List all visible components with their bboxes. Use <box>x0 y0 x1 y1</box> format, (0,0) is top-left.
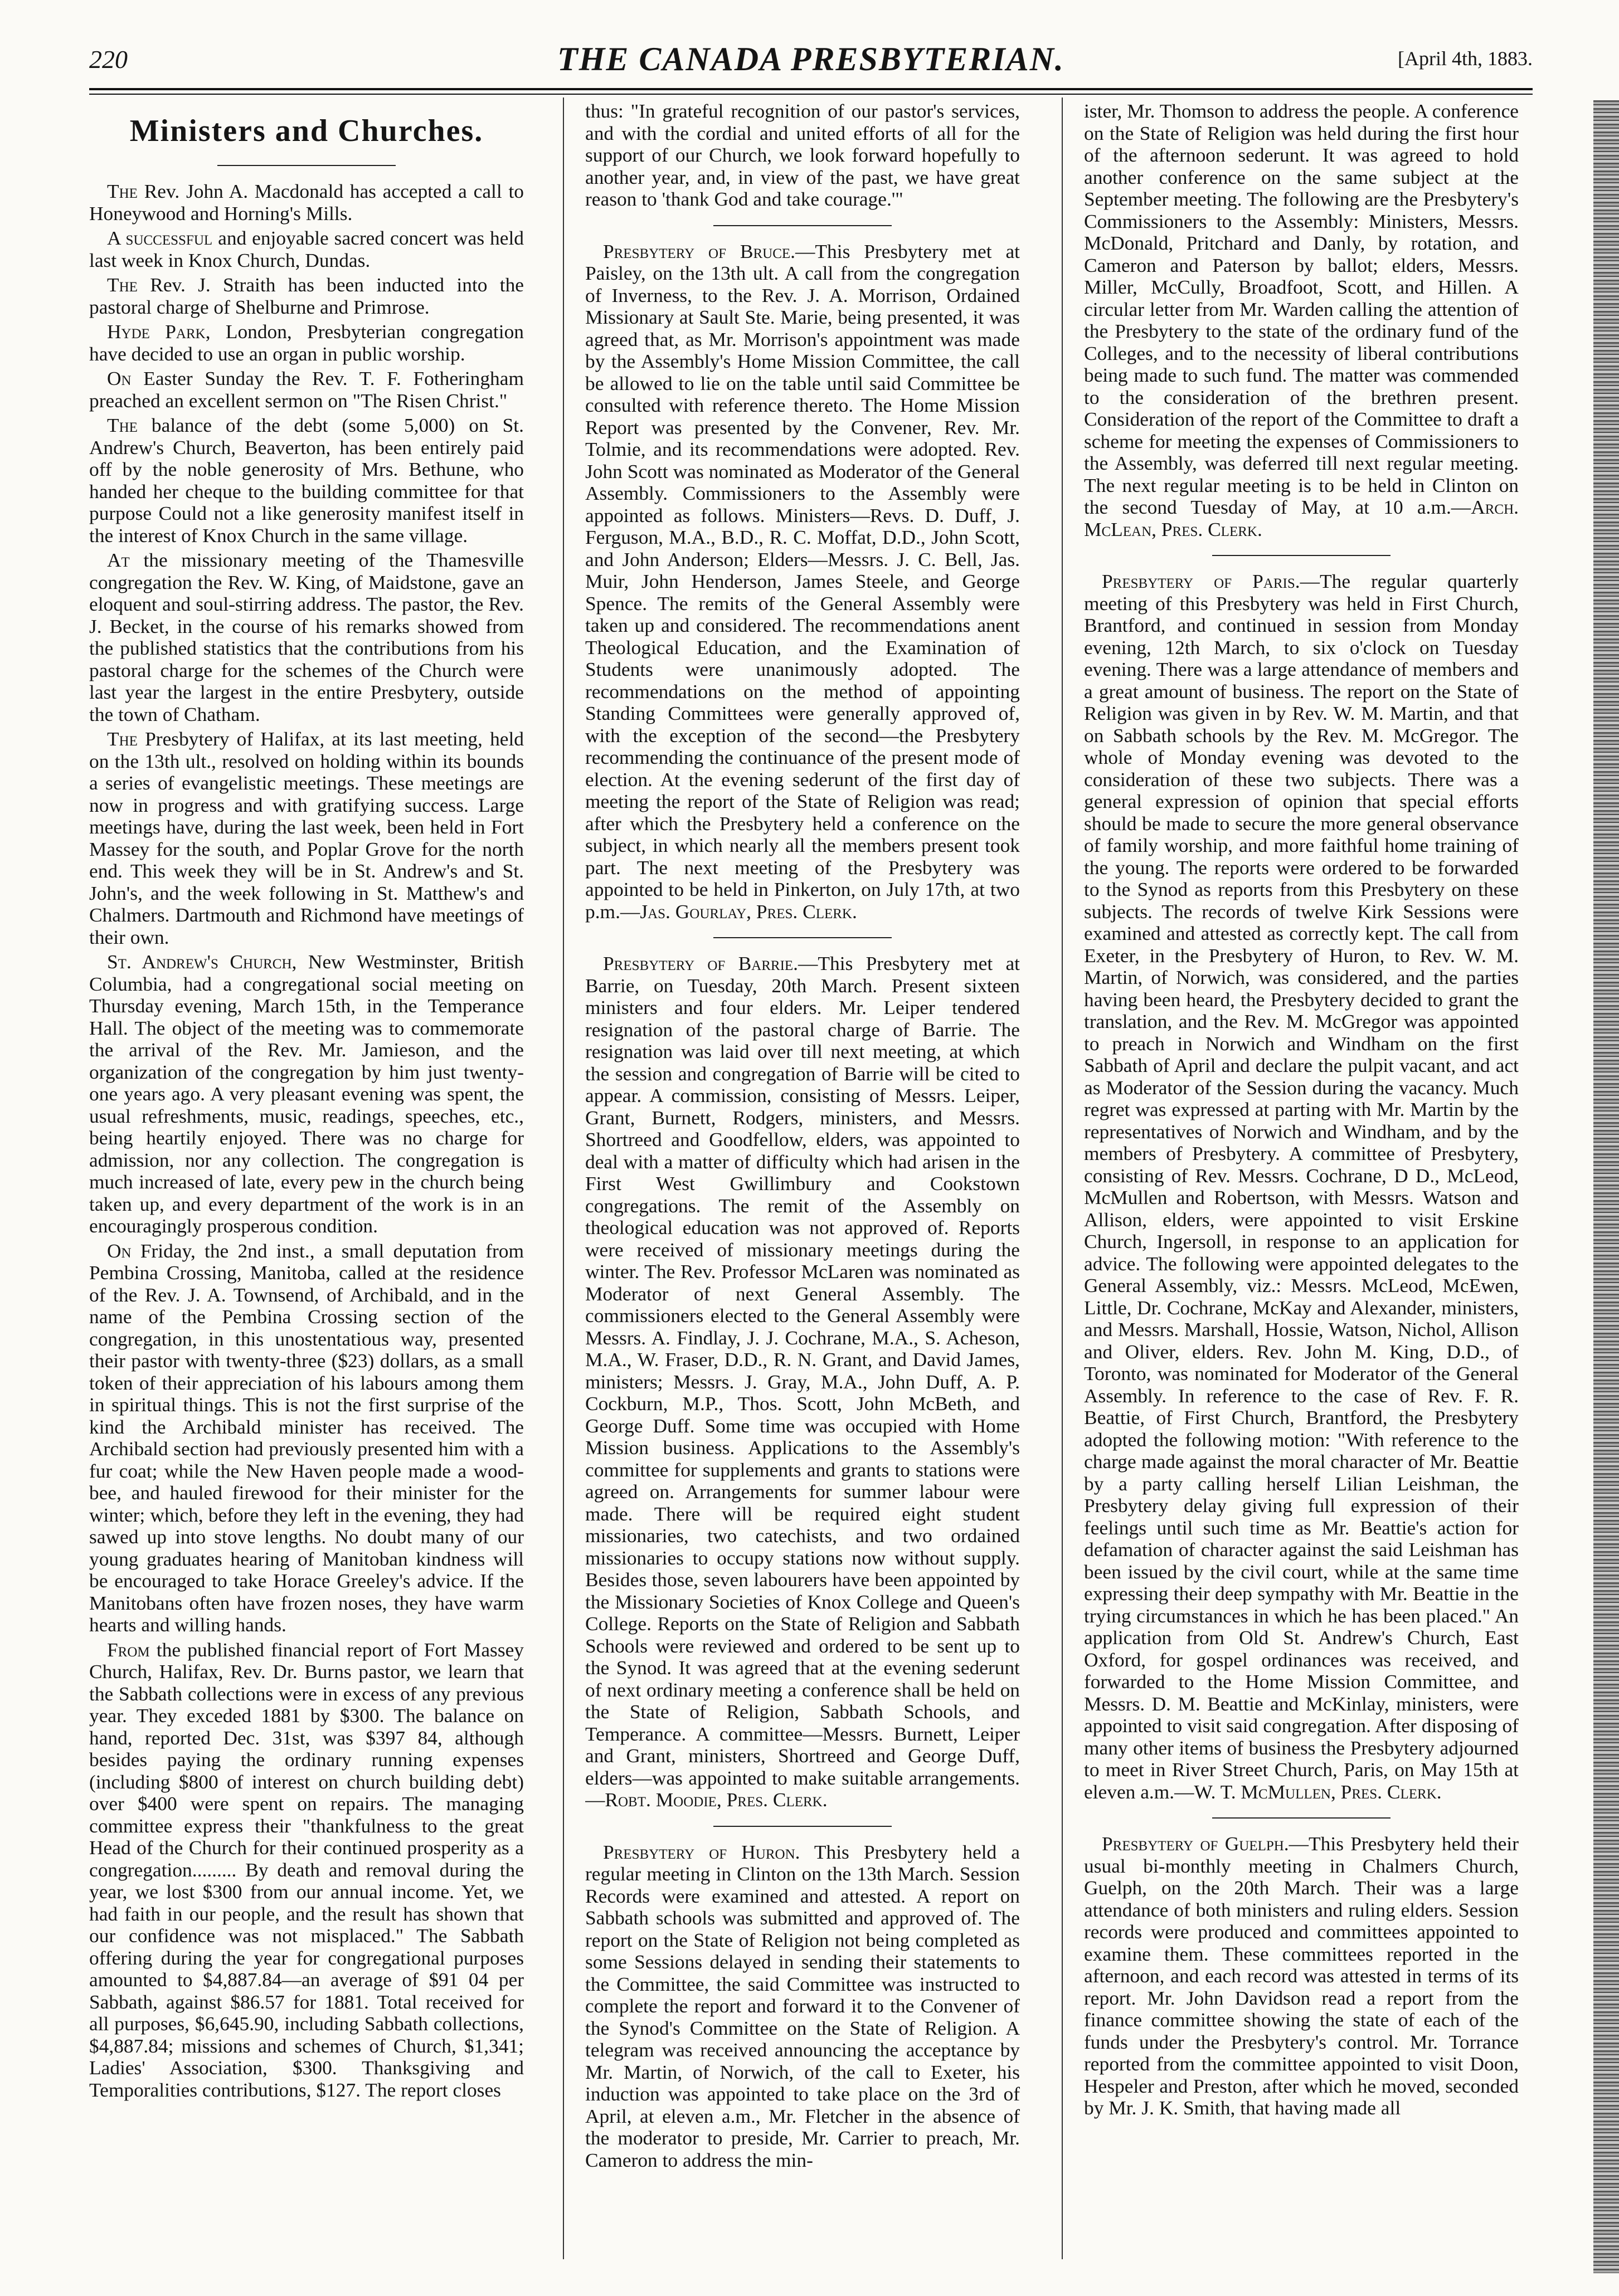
clerk-signature: W. T. McMullen, Pres. Clerk. <box>1194 1780 1442 1803</box>
article-paragraph <box>585 1841 1020 2172</box>
paragraph-lead: Presbytery of Guelph. <box>1102 1832 1289 1855</box>
header-rule-thick <box>89 88 1533 90</box>
article-paragraph <box>89 951 524 1237</box>
paragraph-lead: The <box>107 274 138 296</box>
paragraph-lead: At <box>107 549 130 571</box>
paragraph-text: and enjoyable sacred concert was held last week in Knox Church, Dundas. <box>89 227 524 271</box>
article-paragraph <box>89 549 524 725</box>
paragraph-lead: On <box>107 1239 132 1262</box>
page-number: 220 <box>89 45 128 74</box>
paragraph-text: —This Presbytery held their usual bi-monthly meeting in Chalmers Church, Guelph, on the 20th March. Their was a large attendance of both ministers and ruling elders. Session records were produced and committees appointed to examine them. These committees reported in the afternoon, and each record was attested in terms of its report. Mr. John Davidson read a report from the finance committee showing the state of each of the funds under the Presbytery's control. Mr. Torrance reported from the committee appointed to visit Doon, Hespeler and Preston, after which he moved, seconded by Mr. J. K. Smith, that having made all <box>1084 1832 1519 2119</box>
paragraph-text: Friday, the 2nd inst., a small deputation from Pembina Crossing, Manitoba, called at the residence of the Rev. J. A. Townsend, of Archibald, and in the name of the Pembina Crossing section of the congregation, in this unostentatious way, presented their pastor with twenty-three ($23) dollars, as a small token of their appreciation of his labours among them in spiritual things. This is not the first surprise of the kind the Archibald minister has received. The Archibald section had previously presented him with a fur coat; while the New Haven people made a wood-bee, and hauled firewood for their minister for the winter; which, before they left in the evening, they had sawed up into stove lengths. No doubt many of our young graduates hearing of Manitoban kindness will be encouraged to take Horace Greeley's advice. If the Manitobans often have frozen noses, they have warm hearts and willing hands. <box>89 1239 524 1636</box>
paragraph-text: ister, Mr. Thomson to address the people. A conference on the State of Religion was held during the first hour of the afternoon sederunt. It was agreed to hold another conference on the same subject at the September meeting. The following are the Presbytery's Commissioners to the Assembly: Ministers, Messrs. McDonald, Pritchard and Danly, by rotation, and Cameron and Paterson by ballot; elders, Messrs. Miller, McCully, Broadfoot, Scott, and Hillen. A circular letter from Mr. Warden calling the attention of the Presbytery to the state of the ordinary fund of the Colleges, and to the necessity of liberal contributions being made to such fund. The matter was commended to the consideration of the brethren present. Consideration of the report of the Committee to draft a scheme for meeting the expenses of Commissioners to the Assembly, was deferred till next regular meeting. The next regular meeting is to be held in Clinton on the second Tuesday of May, at 10 a.m.— <box>1084 100 1519 518</box>
paragraph-text: —This Presbytery met at Barrie, on Tuesday, 20th March. Present sixteen ministers and four elders. Mr. Leiper tendered resignation of the pastoral charge of Barrie. The resignation was laid over till next meeting, at which the session and congregation of Barrie will be cited to appear. A commission, consisting of Messrs. Leiper, Grant, Burnett, Rodgers, ministers, and Messrs. Shortreed and Goodfellow, elders, was appointed to deal with a matter of difficulty which had arisen in the First West Gwillimbury and Cookstown congregations. The remit of the Assembly on theological education was not approved of. Reports were received of missionary meetings during the winter. The Rev. Professor McLaren was nominated as Moderator of next General Assembly. The commissioners elected to the General Assembly were Messrs. A. Findlay, J. J. Cochrane, M.A., S. Acheson, M.A., W. Fraser, D.D., R. N. Grant, and David James, ministers; Messrs. J. Gray, M.A., John Duff, A. P. Cockburn, M.P., Thos. Scott, John McBeth, and George Duff. Some time was occupied with Home Mission business. Applications to the Assembly's committee for supplements and grants to stations were agreed on. Arrangements for summer labour were made. There will be required eight student missionaries, two catechists, and two ordained missionaries to occupy stations now without supply. Besides those, seven labourers have been appointed by the Missionary Societies of Knox College and Queen's College. Reports on the State of Religion and Sabbath Schools were reviewed and ordered to be sent up to the Synod. It was agreed that at the evening sederunt of next ordinary meeting a conference shall be held on the State of Religion, Sabbath Schools, and Temperance. A committee—Messrs. Burnett, Leiper and Grant, ministers, Shortreed and George Duff, elders—was appointed to make suitable arrangements.— <box>585 952 1020 1811</box>
issue-date: [April 4th, 1883. <box>1398 47 1533 70</box>
article-paragraph <box>89 274 524 318</box>
paragraph-lead: Presbytery of Huron. <box>603 1840 800 1863</box>
paragraph-text: the missionary meeting of the Thamesville congregation the Rev. W. King, of Maidstone, gave an eloquent and soul-stirring address. The pastor, the Rev. J. Becket, in the course of his remarks showed from the published statistics that the contributions from his pastoral charge for the schemes of the Church were last year the largest in the entire Presbytery, outside the town of Chatham. <box>89 549 524 725</box>
article-paragraph <box>89 227 524 271</box>
paragraph-lead: A successful <box>107 227 213 249</box>
section-heading: Ministers and Churches. <box>129 114 484 148</box>
article-paragraph <box>89 415 524 547</box>
article-separator <box>713 225 892 226</box>
paragraph-text: London, Presbyterian congregation have decided to use an organ in public worship. <box>89 320 524 365</box>
paragraph-text: —The regular quarterly meeting of this Presbytery was held in First Church, Brantford, and continued in session from Monday evening, 12th March, to six o'clock on Tuesday evening. There was a large attendance of members and a great amount of business. The report on the State of Religion was given in by Rev. W. M. Martin, and that on Sabbath schools by the Rev. M. McGregor. The whole of Monday evening was devoted to the consideration of these two subjects. There was a general expression of opinion that special efforts should be made to secure the more general observance of family worship, and more faithful home training of the young. The reports were ordered to be forwarded to the Synod as reports from this Presbytery on these subjects. The records of twelve Kirk Sessions were examined and attested as correctly kept. The call from Exeter, in the Presbytery of Huron, to Rev. W. M. Martin, of Norwich, was considered, and the parties having been heard, the Presbytery decided to grant the translation, and the Rev. M. McGregor was appointed to preach in Norwich and Windham on the first Sabbath of April and declare the pulpit vacant, and act as Moderator of the Session during the vacancy. Much regret was expressed at parting with Mr. Martin by the representatives of Norwich and Windham, and by the members of Presbytery. A committee of Presbytery, consisting of Rev. Messrs. Cochrane, D D., McLeod, McMullen and Robertson, with Messrs. Watson and Allison, elders, were appointed to visit Erskine Church, Ingersoll, in response to an application for advice. The following were appointed delegates to the General Assembly, viz.: Messrs. McLeod, McEwen, Little, Dr. Cochrane, McKay and Alexander, ministers, and Messrs. Marshall, Hossie, Watson, Nichol, Allison and Oliver, elders. Rev. John M. King, D.D., of Toronto, was nominated for Moderator of the General Assembly. In reference to the case of Rev. F. R. Beattie, of First Church, Brantford, the Presbytery adopted the following motion: "With reference to the charge made against the moral character of Mr. Beattie by a party calling herself Lilian Leishman, the Presbytery delay giving full expression of their feelings until such time as Mr. Beattie's action for defamation of character against the said Leishman has been issued by the civil court, while at the same time expressing their deep sympathy with Mr. Beattie in the trying circumstances in which he has been placed." An application from Old St. Andrew's Church, East Oxford, for gospel ordinances was received, and forwarded to the Home Mission Committee, and Messrs. D. M. Beattie and McKinlay, ministers, were appointed to visit said congregation. After disposing of many other items of business the Presbytery adjourned to meet in River Street Church, Paris, on May 15th at eleven a.m.— <box>1084 570 1519 1803</box>
paragraph-lead: Hyde Park, <box>107 320 211 343</box>
paragraph-lead: The <box>107 414 138 436</box>
paragraph-lead: Presbytery of Bruce. <box>603 240 796 262</box>
column-2-articles <box>585 100 1020 2171</box>
article-paragraph <box>1084 100 1519 540</box>
article-paragraph <box>89 181 524 225</box>
article-paragraph <box>585 953 1020 1811</box>
clerk-signature: Arch. McLean, Pres. Clerk. <box>1084 496 1519 540</box>
heading-rule <box>217 165 396 166</box>
paragraph-text: This Presbytery held a regular meeting in Clinton on the 13th March. Session Records were examined and attested. A report on Sabbath schools was submitted and approved of. The report on the State of Religion not being completed as some Sessions delayed in sending their statements to the Committee, the said Committee was instructed to complete the report and forward it to the Convener of the Synod's Committee on the State of Religion. A telegram was received announcing the acceptance by Mr. Martin, of Norwich, of the call to Exeter, his induction was appointed to take place on the 3rd of April, at eleven a.m., Mr. Fletcher in the absence of the moderator to preside, Mr. Carrier to preach, Mr. Cameron to address the min- <box>585 1840 1020 2171</box>
paragraph-text: Easter Sunday the Rev. T. F. Fotheringham preached an excellent sermon on "The Risen Christ." <box>89 367 524 412</box>
paragraph-lead: Presbytery of Barrie. <box>603 952 799 974</box>
clerk-signature: Robt. Moodie, Pres. Clerk. <box>605 1788 828 1811</box>
clerk-signature: Jas. Gourlay, Pres. Clerk. <box>640 900 857 923</box>
column-2 <box>585 100 1020 2256</box>
paragraph-text: New Westminster, British Columbia, had a congregational social meeting on Thursday evening, March 15th, in the Temperance Hall. The object of the meeting was to commemorate the arrival of the Rev. Mr. Jamieson, and the organization of the congregation by him just twenty-one years ago. A very pleasant evening was spent, the usual refreshments, music, readings, speeches, etc., being heartily enjoyed. There was no charge for admission, nor any collection. The congregation is much increased of late, every pew in the church being taken up, and every department of the work is in an encouragingly prosperous condition. <box>89 950 524 1237</box>
paragraph-lead: Presbytery of Paris. <box>1102 570 1300 592</box>
column-3-articles <box>1084 100 1519 2119</box>
paragraph-text: —This Presbytery met at Paisley, on the 13th ult. A call from the congregation of Inverness, to the Rev. J. A. Morrison, Ordained Missionary at Sault Ste. Marie, being presented, it was agreed that, as Mr. Morrison's appointment was made by the Assembly's Home Mission Committee, the call be allowed to lie on the table until said Committee be consulted with reference thereto. The Home Mission Report was presented by the Convener, Rev. Mr. Tolmie, and its recommendations were adopted. Rev. John Scott was nominated as Moderator of the General Assembly. Commissioners to the Assembly were appointed as follows. Ministers—Revs. D. Duff, J. Ferguson, M.A., B.D., R. C. Moffat, D.D., John Scott, and John Anderson; Elders—Messrs. J. C. Bell, Jas. Muir, John Henderson, James Steele, and George Spence. The remits of the General Assembly were taken up and considered. The recommendations anent Theological Education, and the Examination of Students were unanimously adopted. The recommendations on the method of appointing Standing Committees were generally approved of, with the exception of the second—the Presbytery recommending the continuance of the present mode of election. At the evening sederunt of the first day of meeting the report of the State of Religion was read; after which the Presbytery held a conference on the subject, in which nearly all the members present took part. The next meeting of the Presbytery was appointed to be held in Pinkerton, on July 17th, at two p.m.— <box>585 240 1020 923</box>
article-separator <box>713 937 892 938</box>
article-paragraph <box>1084 571 1519 1803</box>
article-separator <box>713 1826 892 1827</box>
article-paragraph <box>89 321 524 365</box>
paragraph-text: the published financial report of Fort Massey Church, Halifax, Rev. Dr. Burns pastor, we learn that the Sabbath collections were in excess of any previous year. They exceded 1881 by $300. The balance on hand, reported Dec. 31st, was $397 84, although besides paying the ordinary running expenses (including $800 of interest on church building debt) over $400 were spent on repairs. The managing committee express their "thankfulness to the great Head of the Church for their continued prosperity as a congregation......... By death and removal during the year, we lost $300 from our annual income. Yet, we had faith in our people, and the result has shown that our confidence was not misplaced." The Sabbath offering during the year for congregational purposes amounted to $4,887.84—an average of $91 04 per Sabbath, against $86.57 for 1881. Total received for all purposes, $6,645.90, including Sabbath collections, $4,887.84; missions and schemes of Church, $1,341; Ladies' Association, $300. Thanksgiving and Temporalities contributions, $127. The report closes <box>89 1638 524 2101</box>
article-separator <box>1212 1817 1391 1819</box>
article-paragraph <box>89 1240 524 1636</box>
article-paragraph <box>89 728 524 948</box>
paragraph-lead: The <box>107 180 138 202</box>
paragraph-lead: On <box>107 367 132 389</box>
paragraph-lead: The <box>107 728 138 750</box>
paragraph-text: balance of the debt (some 5,000) on St. Andrew's Church, Beaverton, has been entirely paid off by the noble generosity of Mrs. Bethune, who handed her cheque to the building committee for that purpose Could not a like generosity manifest itself in the interest of Knox Church in the same village. <box>89 414 524 547</box>
article-paragraph <box>585 100 1020 211</box>
paragraph-text: Rev. John A. Macdonald has accepted a call to Honeywood and Horning's Mills. <box>89 180 524 225</box>
header-rule-thin <box>89 94 1533 95</box>
article-paragraph <box>89 1639 524 2102</box>
masthead-title: THE CANADA PRESBYTERIAN. <box>557 41 1064 77</box>
column-3 <box>1084 100 1519 2256</box>
column-1 <box>89 100 524 2273</box>
paragraph-text: Rev. J. Straith has been inducted into the pastoral charge of Shelburne and Primrose. <box>89 274 524 318</box>
column-1-articles <box>89 181 524 2101</box>
paragraph-lead: St. Andrew's Church, <box>107 950 297 973</box>
paragraph-text: thus: "In grateful recognition of our pastor's services, and with the cordial and united efforts of all for the support of our Church, we look forward hopefully to another year, and, in view of the past, we have great reason to 'thank God and take courage.'" <box>585 100 1020 210</box>
paragraph-lead: From <box>107 1638 150 1661</box>
article-paragraph <box>585 241 1020 923</box>
page-header <box>89 40 1533 85</box>
article-paragraph <box>1084 1833 1519 2119</box>
article-paragraph <box>89 368 524 412</box>
article-separator <box>1212 555 1391 556</box>
column-divider <box>563 98 564 2259</box>
column-divider <box>1062 98 1063 2259</box>
page-edge-shadow <box>1593 100 1619 2273</box>
paragraph-text: Presbytery of Halifax, at its last meeting, held on the 13th ult., resolved on holding within its bounds a series of evangelistic meetings. These meetings are now in progress and with gratifying success. Large meetings have, during the last week, been held in Fort Massey for the south, and Poplar Grove for the north end. This week they will be in St. Andrew's and St. John's, and the week following in St. Matthew's and Chalmers. Dartmouth and Richmond have meetings of their own. <box>89 728 524 948</box>
